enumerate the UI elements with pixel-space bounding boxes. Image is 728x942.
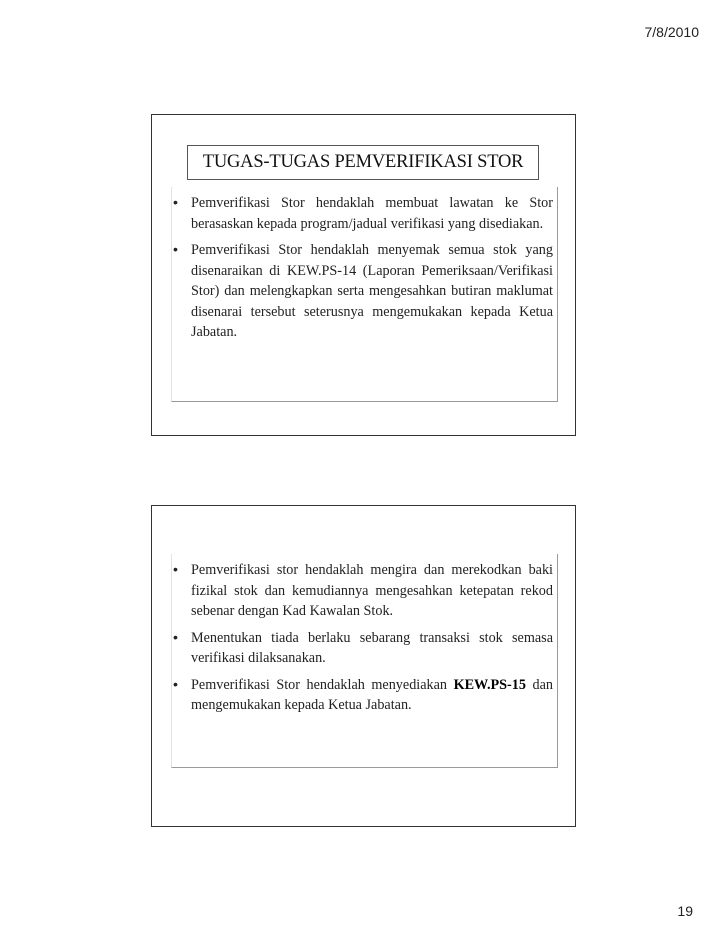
bullet-icon: •	[173, 562, 178, 578]
bullet-icon: •	[173, 676, 178, 693]
list-item	[172, 560, 553, 622]
form-code-highlight: KEW.PS-15	[453, 676, 526, 693]
list-item	[172, 240, 553, 343]
page-number: 19	[677, 903, 693, 919]
bullet-list	[172, 554, 557, 716]
bullet-icon: •	[173, 629, 178, 646]
slide-content	[171, 554, 558, 768]
list-item	[172, 675, 553, 716]
list-item-text	[191, 677, 553, 714]
bullet-icon: •	[173, 242, 178, 258]
bullet-list	[172, 187, 557, 343]
list-item-text-before: Pemverifikasi Stor hendaklah menyediakan	[191, 676, 454, 693]
list-item-text: Menentukan tiada berlaku sebarang transaksi stok semasa verifikasi dilaksanakan.	[191, 629, 553, 666]
bullet-icon: •	[173, 195, 178, 211]
list-item	[172, 628, 553, 669]
list-item	[172, 193, 553, 234]
slide-1	[151, 114, 576, 436]
header-date: 7/8/2010	[644, 24, 699, 40]
slide-content	[171, 187, 558, 402]
list-item-text-after: dan mengemukakan kepada Ketua Jabatan.	[191, 676, 553, 713]
slide-2	[151, 505, 576, 827]
list-item-text: Pemverifikasi stor hendaklah mengira dan merekodkan baki fizikal stok dan kemudiannya mengesahkan ketepatan rekod sebenar dengan Kad Kawalan Stok.	[191, 562, 553, 619]
slide-title: TUGAS-TUGAS PEMVERIFIKASI STOR	[187, 145, 539, 180]
list-item-text: Pemverifikasi Stor hendaklah membuat lawatan ke Stor berasaskan kepada program/jadual verifikasi yang disediakan.	[191, 195, 553, 232]
list-item-text: Pemverifikasi Stor hendaklah menyemak semua stok yang disenaraikan di KEW.PS-14 (Laporan Pemeriksaan/Verifikasi Stor) dan melengkapkan serta mengesahkan butiran maklumat disenarai tersebut seterusnya mengemukakan kepada Ketua Jabatan.	[191, 242, 553, 340]
